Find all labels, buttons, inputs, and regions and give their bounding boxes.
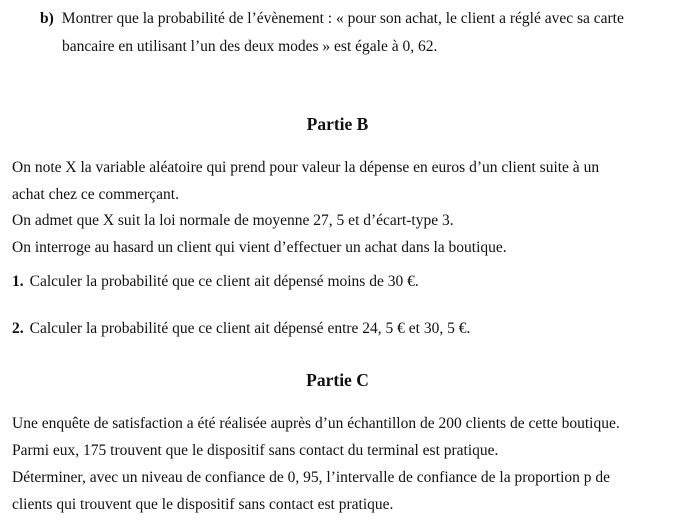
partie-c-title: Partie C <box>306 370 369 390</box>
question-text: Calculer la probabilité que ce client ait dépensé entre 24, 5 € et 30, 5 €. <box>29 320 471 337</box>
question-text: Calculer la probabilité que ce client ait dépensé moins de 30 €. <box>29 273 419 290</box>
partie-b-intro-line2: achat chez ce commerçant. <box>12 186 179 203</box>
partie-b-question-2 <box>12 319 470 339</box>
question-number: 1. <box>12 273 24 290</box>
question-b-line1 <box>40 9 624 29</box>
question-number: 2. <box>12 320 24 337</box>
partie-b-intro-line1: On note X la variable aléatoire qui prend pour valeur la dépense en euros d’un client suite à un <box>12 159 600 176</box>
question-b-label: b) <box>40 10 54 27</box>
question-b-text-line1: Montrer que la probabilité de l’évènement : « pour son achat, le client a réglé avec sa carte <box>61 10 624 27</box>
partie-c-line1: Une enquête de satisfaction a été réalisée auprès d’un échantillon de 200 clients de cette boutique. <box>12 415 620 432</box>
partie-b-intro-line3: On admet que X suit la loi normale de moyenne 27, 5 et d’écart-type 3. <box>12 212 454 229</box>
partie-b-intro-line4: On interroge au hasard un client qui vient d’effectuer un achat dans la boutique. <box>12 239 507 256</box>
partie-c-line3: Déterminer, avec un niveau de confiance de 0, 95, l’intervalle de confiance de la proportion p de <box>12 469 611 486</box>
partie-b-question-1 <box>12 272 419 292</box>
partie-b-title: Partie B <box>306 114 369 134</box>
question-b-text-line2: bancaire en utilisant l’un des deux modes » est égale à 0, 62. <box>62 38 438 55</box>
partie-c-line2: Parmi eux, 175 trouvent que le dispositif sans contact du terminal est pratique. <box>12 442 499 459</box>
partie-c-line4: clients qui trouvent que le dispositif sans contact est pratique. <box>12 496 394 513</box>
